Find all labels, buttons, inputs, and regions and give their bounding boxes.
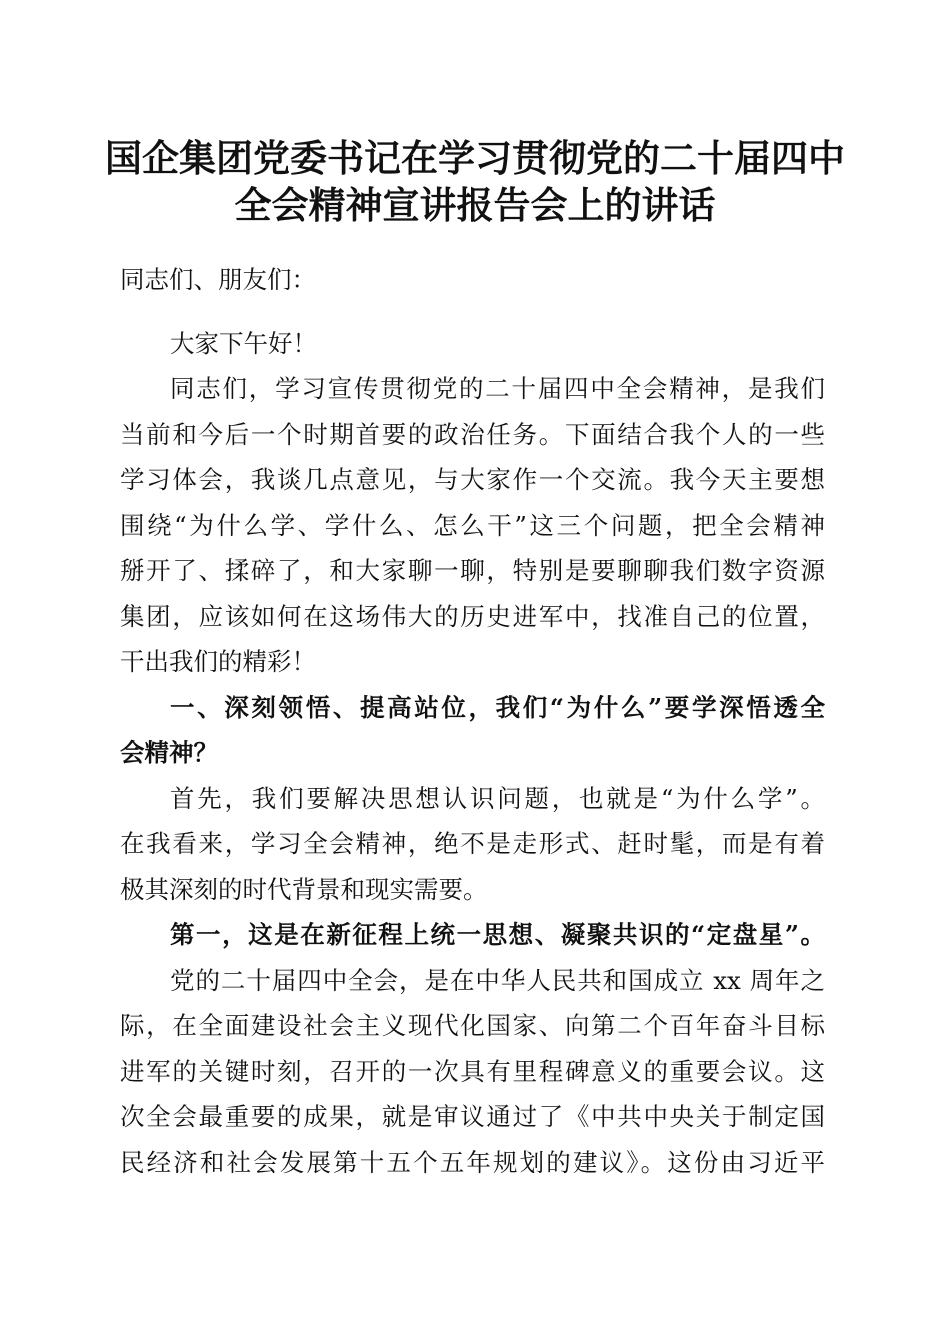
paragraph-1-line: 同志们，学习宣传贯彻党的二十届四中全会精神，是我们 bbox=[170, 374, 825, 403]
greeting: 大家下午好！ bbox=[170, 329, 317, 358]
paragraph-3-line: 际，在全面建设社会主义现代化国家、向第二个百年奋斗目标 bbox=[120, 1011, 825, 1040]
paragraph-3-line: 民经济和社会发展第十五个五年规划的建议》。这份由习近平 bbox=[120, 1148, 825, 1177]
paragraph-2-line: 极其深刻的时代背景和现实需要。 bbox=[120, 875, 488, 904]
paragraph-3-line: 进军的关键时刻，召开的一次具有里程碑意义的重要会议。这 bbox=[120, 1057, 825, 1086]
section-heading-1-cont: 会精神？ bbox=[120, 738, 218, 767]
salutation: 同志们、朋友们： bbox=[120, 265, 316, 294]
paragraph-3-line: 党的二十届四中全会，是在中华人民共和国成立 xx 周年之 bbox=[170, 966, 825, 995]
paragraph-1-line: 集团，应该如何在这场伟大的历史进军中，找准自己的位置， bbox=[120, 602, 825, 631]
paragraph-2-line: 在我看来，学习全会精神，绝不是走形式、赶时髦，而是有着 bbox=[120, 829, 825, 858]
paragraph-1-line: 学习体会，我谈几点意见，与大家作一个交流。我今天主要想 bbox=[120, 465, 825, 494]
section-heading-1: 一、深刻领悟、提高站位，我们“为什么”要学深悟透全 bbox=[170, 693, 825, 722]
sub-heading-1: 第一，这是在新征程上统一思想、凝聚共识的“定盘星”。 bbox=[170, 920, 825, 949]
document-title-line-2: 全会精神宣讲报告会上的讲话 bbox=[234, 183, 716, 227]
paragraph-2-line: 首先，我们要解决思想认识问题，也就是“为什么学”。 bbox=[170, 784, 825, 813]
paragraph-1-line: 围绕“为什么学、学什么、怎么干”这三个问题，把全会精神 bbox=[120, 511, 825, 540]
paragraph-1-line: 当前和今后一个时期首要的政治任务。下面结合我个人的一些 bbox=[120, 420, 825, 449]
document-title-line-1: 国企集团党委书记在学习贯彻党的二十届四中 bbox=[105, 136, 845, 180]
paragraph-1-line: 干出我们的精彩！ bbox=[120, 647, 316, 676]
paragraph-1-line: 掰开了、揉碎了，和大家聊一聊，特别是要聊聊我们数字资源 bbox=[120, 556, 825, 585]
paragraph-3-line: 次全会最重要的成果，就是审议通过了《中共中央关于制定国 bbox=[120, 1102, 825, 1131]
